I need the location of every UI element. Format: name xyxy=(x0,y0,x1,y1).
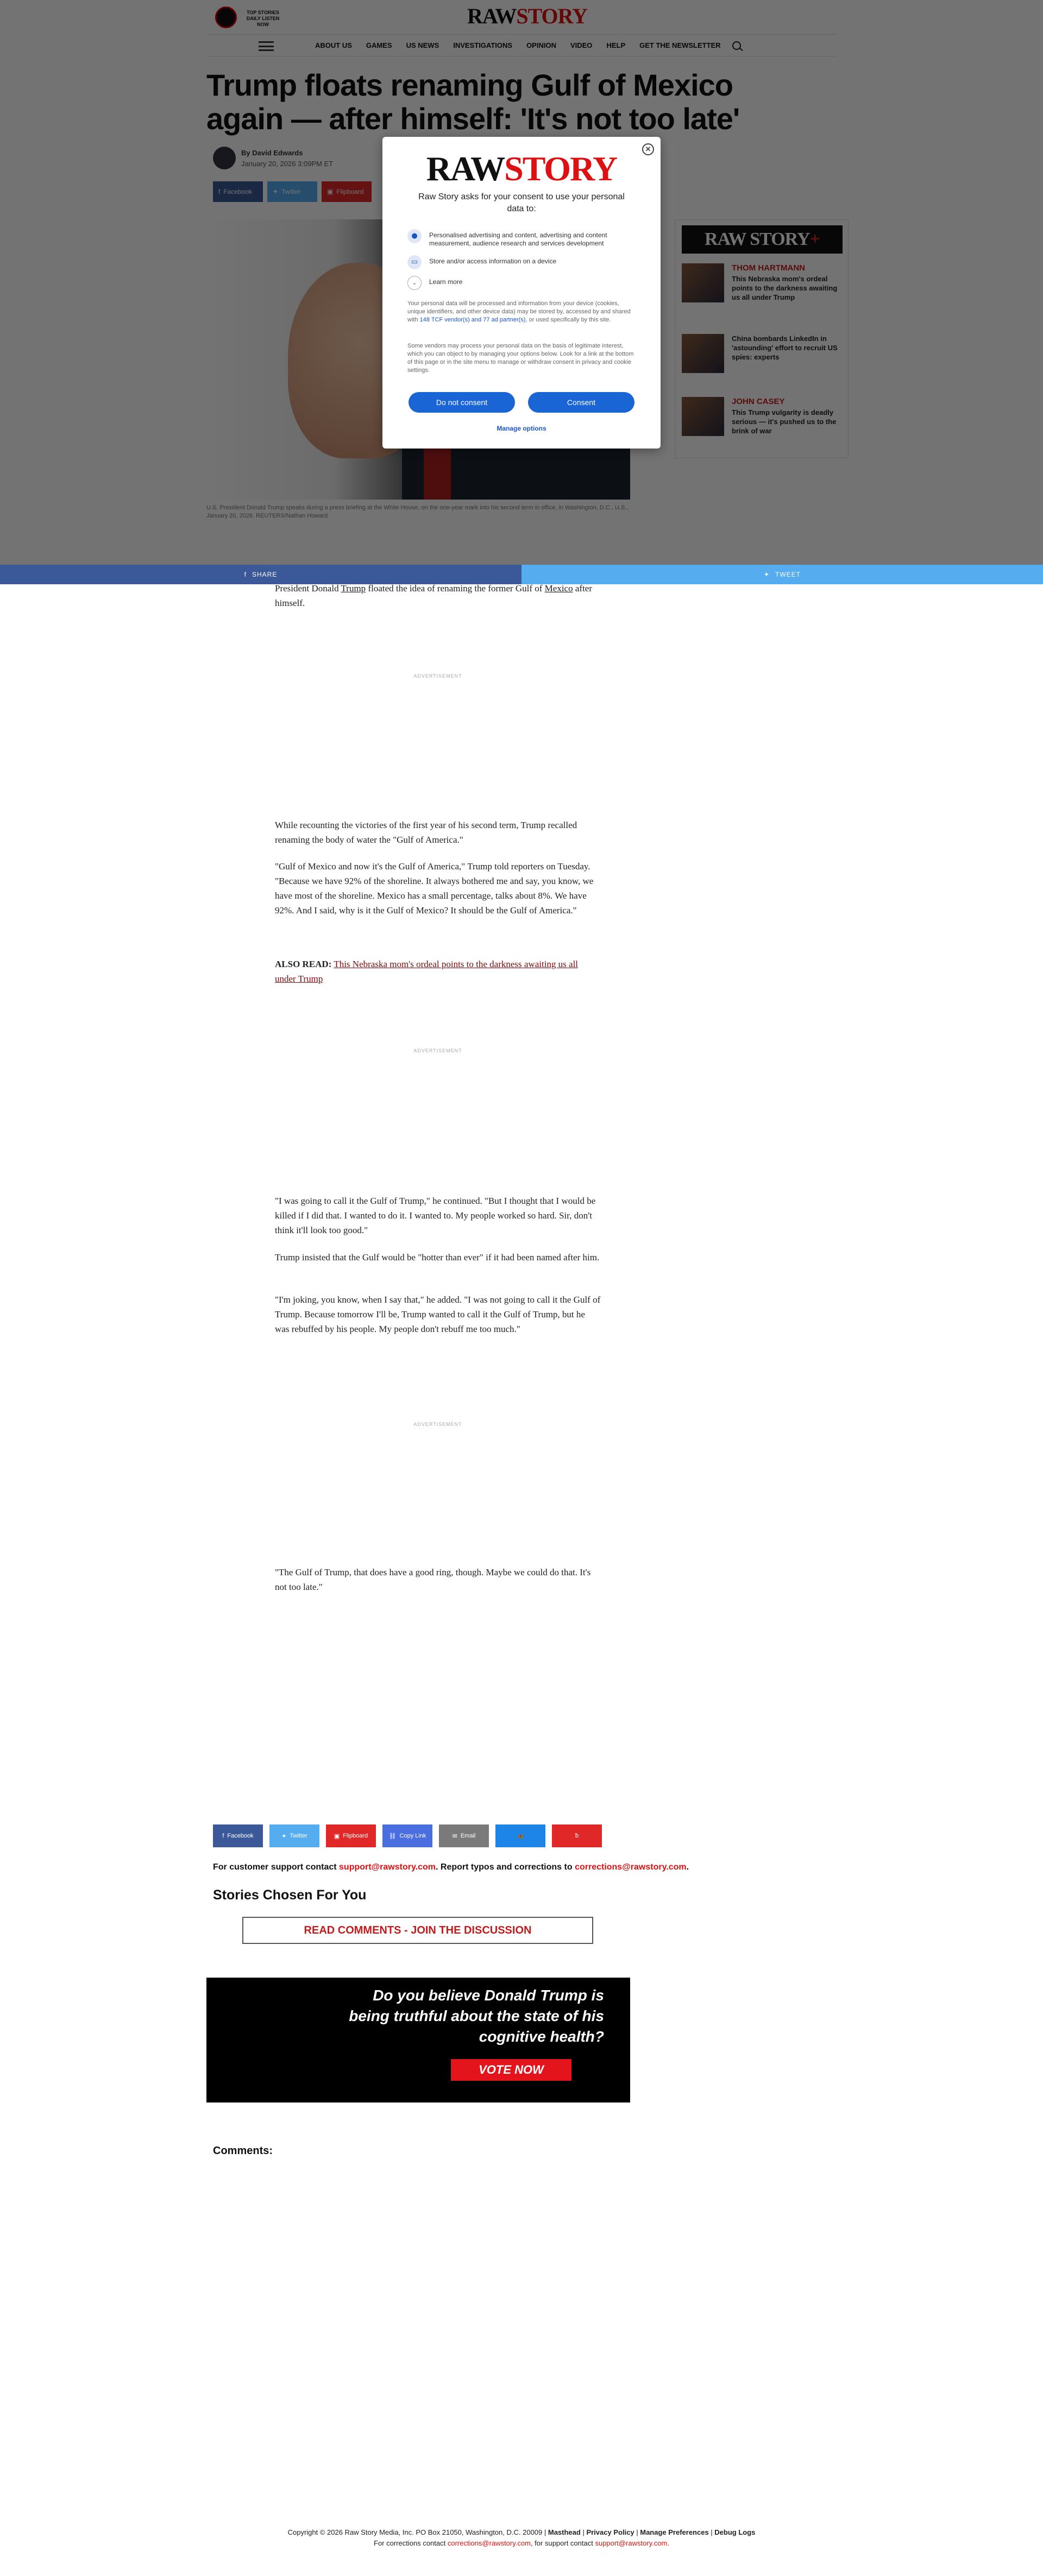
footer-line-1: Copyright © 2026 Raw Story Media, Inc. PO Box 21050, Washington, D.C. 20009 | Masthead | Privacy Policy | Manage Preferences | Debug Logs xyxy=(287,2528,756,2536)
fine-b: , or used specifically by this site. xyxy=(525,317,611,323)
consent-fine-print xyxy=(407,300,636,324)
bluesky-button[interactable] xyxy=(495,1824,545,1847)
bottom-flipboard-label: Flipboard xyxy=(343,1833,368,1839)
footer-support-link[interactable]: support@rawstory.com xyxy=(595,2539,668,2547)
masthead-link[interactable]: Masthead xyxy=(548,2528,581,2536)
consent-logo xyxy=(382,149,661,189)
manage-options-link[interactable]: Manage options xyxy=(497,425,546,432)
purpose-storage-text: Store and/or access information on a device xyxy=(429,257,557,265)
read-comments-button[interactable]: READ COMMENTS - JOIN THE DISCUSSION xyxy=(242,1917,593,1944)
debug-link[interactable]: Debug Logs xyxy=(714,2528,756,2536)
vendors-link[interactable]: 148 TCF vendor(s) and 77 ad partner(s) xyxy=(419,317,526,323)
footer-c: . xyxy=(667,2539,669,2547)
b-icon: ᵬ xyxy=(575,1833,579,1839)
bottom-facebook-label: Facebook xyxy=(227,1833,254,1839)
do-not-consent-button[interactable]: Do not consent xyxy=(409,392,515,413)
footer-line-2 xyxy=(0,2538,1043,2549)
preferences-link[interactable]: Manage Preferences xyxy=(640,2528,709,2536)
also-read xyxy=(275,957,601,986)
p1-c: after himself. xyxy=(275,583,592,608)
person-icon: ● xyxy=(407,229,422,243)
copy-link-label: Copy Link xyxy=(399,1833,426,1839)
poll-ad[interactable] xyxy=(206,1978,630,2103)
twitter-icon: ✦ xyxy=(763,571,770,578)
consent-dialog xyxy=(382,137,661,449)
envelope-icon: ✉ xyxy=(452,1833,457,1840)
support-email-link[interactable]: support@rawstory.com xyxy=(339,1862,436,1872)
support-line xyxy=(213,1862,689,1872)
privacy-link[interactable]: Privacy Policy xyxy=(586,2528,634,2536)
bottom-share-facebook[interactable] xyxy=(213,1824,263,1847)
paragraph: "The Gulf of Trump, that does have a good ring, though. Maybe we could do that. It's not too late." xyxy=(275,1567,591,1592)
ad-label: ADVERTISEMENT xyxy=(413,1422,462,1427)
consent-button[interactable]: Consent xyxy=(528,392,634,413)
email-button[interactable] xyxy=(439,1824,489,1847)
footer-b: , for support contact xyxy=(530,2539,595,2547)
ad-label: ADVERTISEMENT xyxy=(413,1048,462,1053)
consent-heading: Raw Story asks for your consent to use your personal data to: xyxy=(418,192,625,213)
consent-logo-raw: RAW xyxy=(426,149,505,188)
close-icon[interactable]: ✕ xyxy=(642,143,654,155)
support-a: For customer support contact xyxy=(213,1862,340,1872)
copy-link-button[interactable] xyxy=(382,1824,432,1847)
purpose-ads-text: Personalised advertising and content, advertising and content measurement, audience research and services development xyxy=(429,231,607,247)
consent-logo-story: STORY xyxy=(504,149,617,188)
paragraph: While recounting the victories of the first year of his second term, Trump recalled renaming the body of water the "Gulf of America." xyxy=(275,820,577,845)
footer-corrections-link[interactable]: corrections@rawstory.com xyxy=(447,2539,531,2547)
twitter-icon: ✦ xyxy=(281,1833,287,1840)
beehiiv-button[interactable] xyxy=(552,1824,602,1847)
copyright: Copyright © 2026 Raw Story Media, Inc. PO Box 21050, Washington, D.C. 20009 | xyxy=(287,2528,548,2536)
paragraph: "I'm joking, you know, when I say that," he added. "I was not going to call it the Gulf of Trump. Because tomorrow I'll be, Trump wanted to call it the Gulf of Trump, but he was rebuffed by his people. My people don't rebuff me too much." xyxy=(275,1295,601,1334)
flipboard-icon: ▣ xyxy=(334,1833,340,1840)
corrections-email-link[interactable]: corrections@rawstory.com xyxy=(575,1862,687,1872)
email-label: Email xyxy=(460,1833,476,1839)
fine-a: Your personal data will be processed and information from your device (cookies, unique identifiers, and other device data) may be stored by, accessed by and shared with xyxy=(407,300,631,323)
trump-link[interactable]: Trump xyxy=(341,583,366,594)
sticky-tweet-label: TWEET xyxy=(775,571,801,578)
paragraph: "I was going to call it the Gulf of Trump," he continued. "But I thought that I would be killed if I did that. I wanted to do it. I wanted to. My people worked so hard. Sir, don't think it'll look too good." xyxy=(275,1196,596,1235)
learn-more-label[interactable]: Learn more xyxy=(429,278,463,286)
facebook-icon: f xyxy=(244,571,247,578)
paragraph xyxy=(275,581,601,610)
footer-a: For corrections contact xyxy=(374,2539,448,2547)
bottom-share-flipboard[interactable] xyxy=(326,1824,376,1847)
sticky-share-label: SHARE xyxy=(252,571,278,578)
support-b: . Report typos and corrections to xyxy=(436,1862,575,1872)
device-icon: ▭ xyxy=(407,255,422,269)
p1-a: President Donald xyxy=(275,583,341,594)
mexico-link[interactable]: Mexico xyxy=(544,583,573,594)
paragraph: "Gulf of Mexico and now it's the Gulf of America," Trump told reporters on Tuesday. "Because we have 92% of the shoreline. It always bothered me and say, you know, we have most of the shoreline. Mexico has a small percentage, talks about 8%. We have 92%. And I said, why is it the Gulf of Mexico? It should be the Gulf of America." xyxy=(275,861,594,916)
vote-now-button[interactable]: VOTE NOW xyxy=(451,2059,571,2081)
facebook-icon: f xyxy=(222,1833,224,1839)
comments-heading: Comments: xyxy=(213,2145,273,2157)
share-bottom xyxy=(213,1824,602,1847)
support-c: . xyxy=(686,1862,689,1872)
also-read-link[interactable]: This Nebraska mom's ordeal points to the darkness awaiting us all under Trump xyxy=(275,959,579,984)
poll-question: Do you believe Donald Trump is being truthful about the state of his cognitive health? xyxy=(349,1987,604,2045)
chevron-down-icon[interactable]: ⌄ xyxy=(407,276,422,290)
footer xyxy=(0,2527,1043,2549)
consent-fine-print-2: Some vendors may process your personal data on the basis of legitimate interest, which you can object to by managing your options below. Look for a link at the bottom of this page or in the site menu to manage or withdraw consent in privacy and cookie settings. xyxy=(407,343,634,374)
link-icon: ⛓ xyxy=(388,1833,397,1840)
paragraph: Trump insisted that the Gulf would be "hotter than ever" if it had been named after him. xyxy=(275,1252,600,1262)
ad-label: ADVERTISEMENT xyxy=(413,673,462,679)
bluesky-icon: 🦋 xyxy=(517,1833,524,1840)
bottom-twitter-label: Twitter xyxy=(290,1833,307,1839)
p1-b: floated the idea of renaming the former Gulf of xyxy=(366,583,545,594)
bottom-share-twitter[interactable] xyxy=(269,1824,319,1847)
stories-heading: Stories Chosen For You xyxy=(213,1887,367,1903)
also-read-label: ALSO READ: xyxy=(275,959,332,969)
